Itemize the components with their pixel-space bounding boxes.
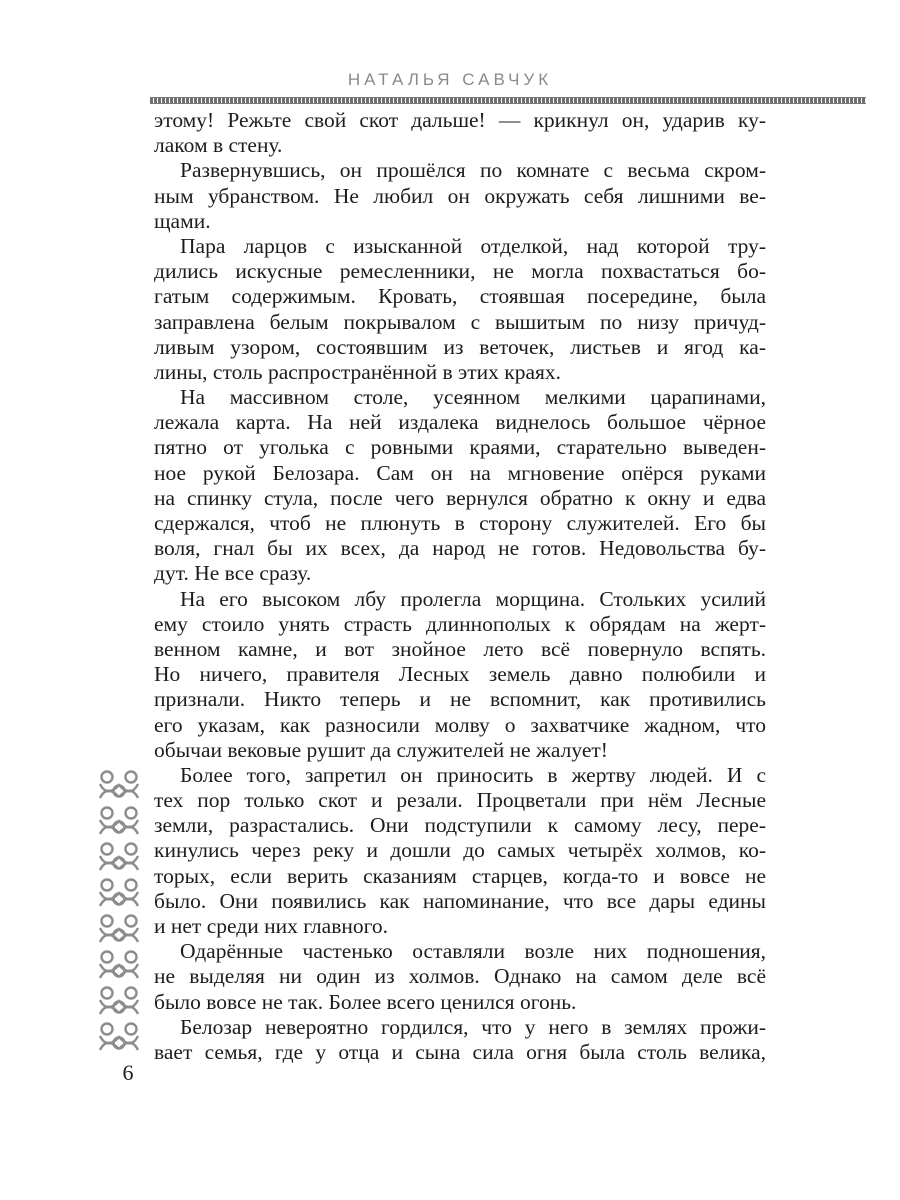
text-line: венном камне, и вот знойное лето всё повернуло вспять.: [154, 636, 766, 661]
text-line: дут. Не все сразу.: [154, 561, 312, 586]
text-line: На его высоком лбу пролегла морщина. Стольких усилий: [180, 586, 766, 611]
body-text: [154, 108, 766, 1065]
text-line: Белозар невероятно гордился, что у него в землях прожи-: [180, 1014, 766, 1039]
text-line: Развернувшись, он прошёлся по комнате с весьма скром-: [180, 158, 766, 183]
text-line: обычаи вековые рушит да служителей не жалует!: [154, 737, 608, 762]
text-line: ным убранством. Не любил он окружать себя лишними ве-: [154, 183, 766, 208]
text-line: На массивном столе, усеянном мелкими царапинами,: [180, 385, 766, 410]
text-line: лаком в стену.: [154, 133, 283, 158]
text-line: сдержался, чтоб не плюнуть в сторону служителей. Его бы: [154, 511, 766, 535]
text-line: Более того, запретил он приносить в жертву людей. И с: [180, 762, 766, 787]
text-line: было вовсе не так. Более всего ценился огонь.: [154, 989, 577, 1014]
text-line: торых, если верить сказаниям старцев, когда-то и вовсе не: [154, 863, 766, 888]
text-line: пятно от уголька с ровными краями, старательно выведен-: [154, 435, 766, 460]
margin-ornament: [96, 768, 142, 1056]
text-line: щами.: [154, 208, 211, 233]
text-line: воля, гнал бы их всех, да народ не готов. Недовольства бу-: [154, 536, 766, 561]
text-line: ливым узором, состоявшим из веточек, листьев и ягод ка-: [154, 334, 766, 359]
text-line: Пара ларцов с изысканной отделкой, над которой тру-: [180, 233, 766, 258]
text-line: Одарённые частенько оставляли возле них подношения,: [180, 939, 766, 964]
text-line: ное рукой Белозара. Сам он на мгновение опёрся руками: [154, 460, 766, 485]
text-line: лины, столь распространённой в этих краях.: [154, 359, 562, 384]
text-line: дились искусные ремесленники, не могла похвастаться бо-: [154, 259, 766, 284]
text-line: кинулись через реку и дошли до самых четырёх холмов, ко-: [154, 838, 766, 863]
text-line: лежала карта. На ней издалека виднелось большое чёрное: [154, 410, 766, 435]
text-line: ему стоило унять страсть длиннополых к обрядам на жерт-: [154, 611, 766, 636]
text-line: тех пор только скот и резали. Процветали при нём Лесные: [154, 788, 766, 813]
text-line: этому! Режьте свой скот дальше! — крикнул он, ударив ку-: [154, 108, 766, 132]
text-line: и нет среди них главного.: [154, 914, 389, 938]
text-line: признали. Никто теперь и не вспомнит, как противились: [154, 687, 766, 712]
text-line: земли, разрастались. Они подступили к самому лесу, пере-: [154, 813, 766, 838]
text-line: гатым содержимым. Кровать, стоявшая посередине, была: [154, 284, 766, 309]
text-line: заправлена белым покрывалом с вышитым по низу причуд-: [154, 309, 766, 334]
text-line: вает семья, где у отца и сына сила огня была столь велика,: [154, 1039, 766, 1064]
header-ornamental-rule: [150, 97, 866, 104]
text-line: Но ничего, правителя Лесных земель давно полюбили и: [154, 662, 766, 687]
text-line: его указам, как разносили молву о захватчике жадном, что: [154, 712, 766, 737]
page-number: 6: [122, 1060, 134, 1085]
text-line: на спинку стула, после чего вернулся обратно к окну и едва: [154, 485, 766, 510]
running-head-author: НАТАЛЬЯ САВЧУК: [347, 70, 553, 89]
text-line: было. Они появились как напоминание, что все дары едины: [154, 888, 766, 913]
text-line: не выделяя ни один из холмов. Однако на самом деле всё: [154, 964, 766, 989]
